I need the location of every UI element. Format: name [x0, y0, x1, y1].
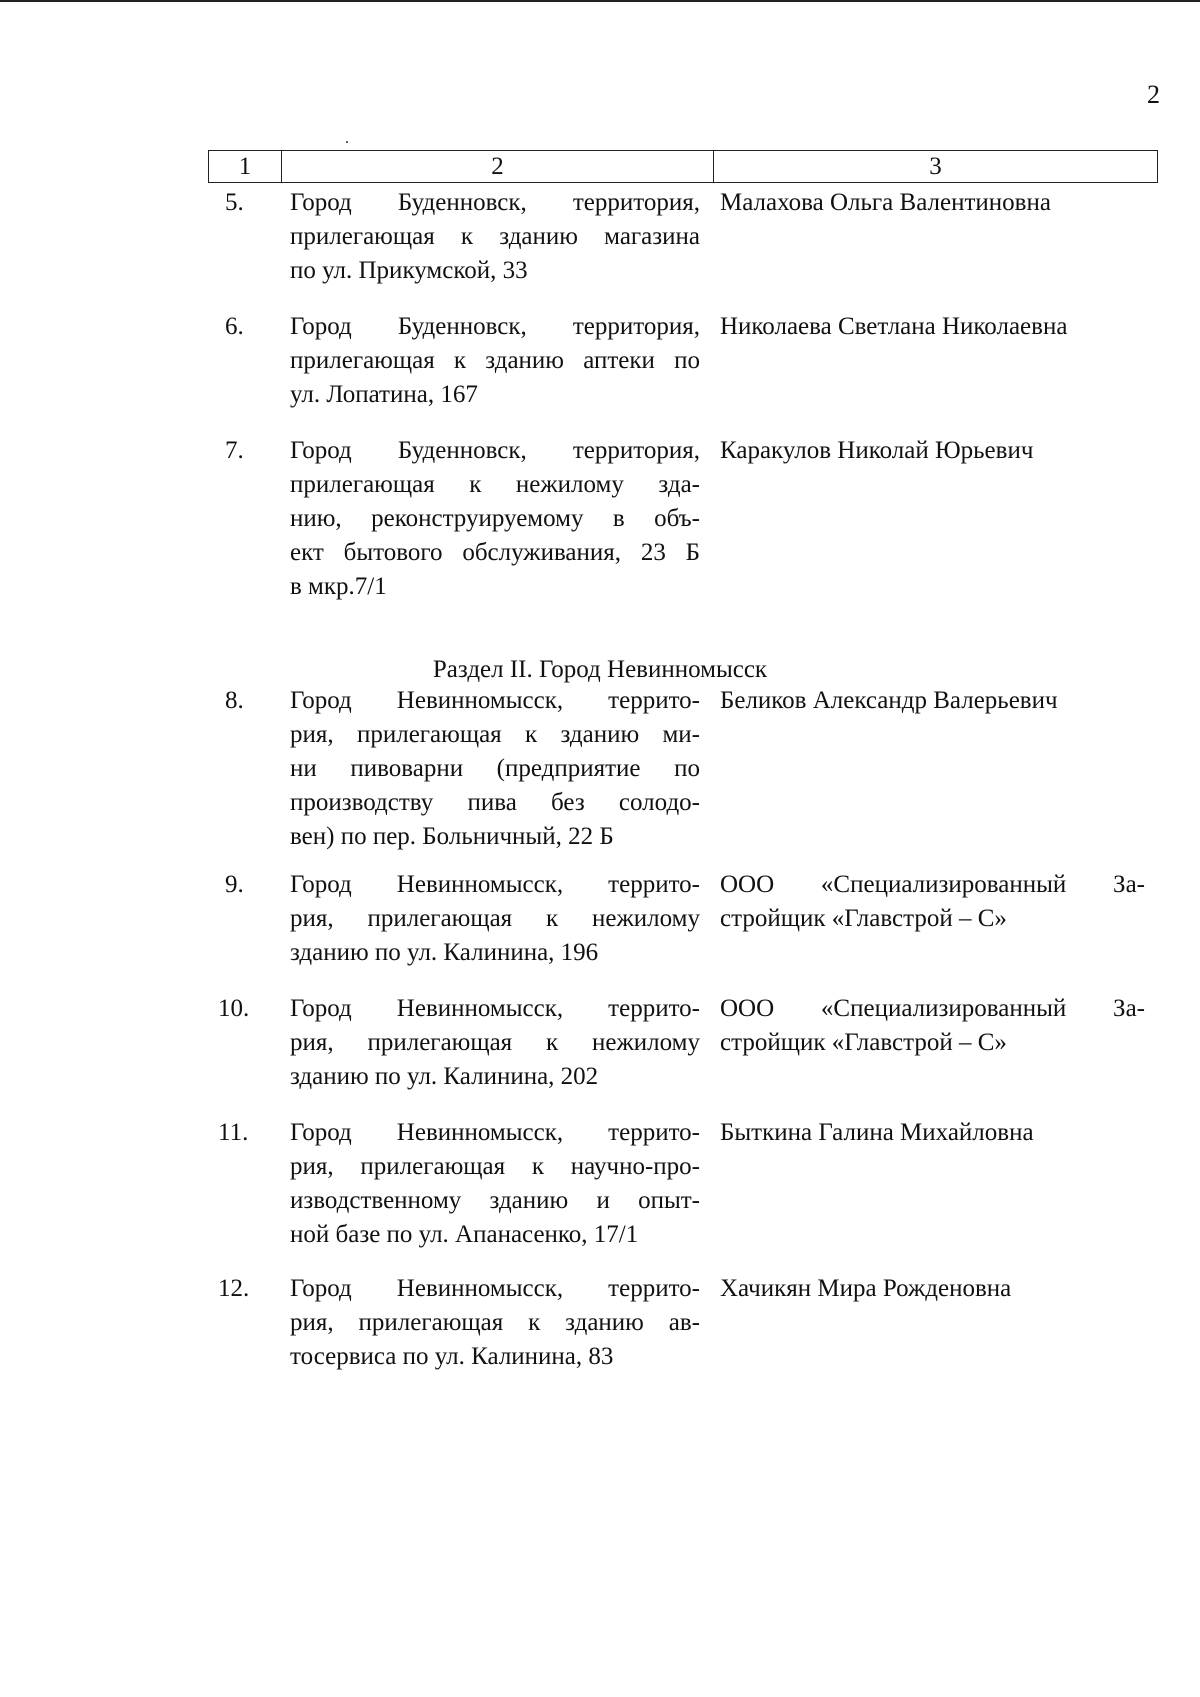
top-border [0, 0, 1200, 2]
owner-line: Каракулов Николай Юрьевич [720, 437, 1034, 464]
address-line: ект бытового обслуживания, 23 Б [290, 539, 700, 566]
row-address [290, 310, 700, 412]
table-header [208, 150, 1158, 183]
address-line: Город Буденновск, территория, [290, 313, 700, 340]
address-line: ни пивоварни (предприятие по [290, 755, 700, 782]
address-line: производству пива без солодо- [290, 789, 700, 816]
address-line: прилегающая к зданию аптеки по [290, 347, 700, 374]
owner-line: Малахова Ольга Валентиновна [720, 189, 1051, 216]
section-title: Раздел II. Город Невинномысск [432, 656, 768, 683]
row-address [290, 1272, 700, 1374]
row-address [290, 868, 700, 970]
row-owner [720, 1272, 1145, 1306]
row-owner [720, 310, 1145, 344]
address-line: в мкр.7/1 [290, 573, 387, 600]
address-line: по ул. Прикумской, 33 [290, 257, 528, 284]
owner-line: Быткина Галина Михайловна [720, 1119, 1034, 1146]
row-number: 8. [225, 687, 244, 714]
row-number: 12. [218, 1275, 250, 1302]
address-line: зданию по ул. Калинина, 202 [290, 1063, 599, 1090]
address-line: рия, прилегающая к зданию ми- [290, 721, 700, 748]
address-line: нию, реконструируемому в объ- [290, 505, 700, 532]
address-line: рия, прилегающая к нежилому [290, 1029, 700, 1056]
address-line: Город Невинномысск, террито- [290, 1275, 700, 1302]
row-address [290, 684, 700, 854]
address-line: Город Невинномысск, террито- [290, 687, 700, 714]
header-col-2: 2 [282, 151, 714, 182]
row-address [290, 434, 700, 604]
row-address [290, 186, 700, 288]
address-line: прилегающая к зданию магазина [290, 223, 700, 250]
row-owner [720, 186, 1145, 220]
address-line: изводственному зданию и опыт- [290, 1187, 700, 1214]
address-line: Город Невинномысск, террито- [290, 1119, 700, 1146]
address-line: Город Буденновск, территория, [290, 189, 700, 216]
address-line: рия, прилегающая к научно-про- [290, 1153, 700, 1180]
header-col-1: 1 [209, 151, 282, 182]
owner-line: стройщик «Главстрой – С» [720, 1029, 1007, 1056]
owner-line: Хачикян Мира Рожденовна [720, 1275, 1012, 1302]
row-number: 11. [218, 1119, 249, 1146]
row-owner [720, 1116, 1145, 1150]
address-line: прилегающая к нежилому зда- [290, 471, 700, 498]
address-line: рия, прилегающая к зданию ав- [290, 1309, 700, 1336]
row-address [290, 1116, 700, 1252]
owner-line: стройщик «Главстрой – С» [720, 905, 1007, 932]
row-number: 5. [225, 189, 244, 216]
address-line: ул. Лопатина, 167 [290, 381, 478, 408]
address-line: тосервиса по ул. Калинина, 83 [290, 1343, 614, 1370]
address-line: ной базе по ул. Апанасенко, 17/1 [290, 1221, 639, 1248]
page-number: 2 [1147, 80, 1160, 109]
row-owner [720, 434, 1145, 468]
row-number: 7. [225, 437, 244, 464]
stray-dot: . [345, 130, 349, 147]
owner-line: ООО «Специализированный За- [720, 871, 1145, 898]
address-line: зданию по ул. Калинина, 196 [290, 939, 599, 966]
row-owner [720, 684, 1145, 718]
owner-line: Беликов Александр Валерьевич [720, 687, 1058, 714]
address-line: рия, прилегающая к нежилому [290, 905, 700, 932]
header-col-3: 3 [929, 152, 942, 180]
owner-line: ООО «Специализированный За- [720, 995, 1145, 1022]
row-owner [720, 992, 1145, 1060]
address-line: Город Буденновск, территория, [290, 437, 700, 464]
row-number: 6. [225, 313, 244, 340]
address-line: вен) по пер. Больничный, 22 Б [290, 823, 614, 850]
address-line: Город Невинномысск, террито- [290, 995, 700, 1022]
owner-line: Николаева Светлана Николаевна [720, 313, 1068, 340]
row-owner [720, 868, 1145, 936]
row-address [290, 992, 700, 1094]
row-number: 9. [225, 871, 244, 898]
row-number: 10. [218, 995, 250, 1022]
address-line: Город Невинномысск, террито- [290, 871, 700, 898]
